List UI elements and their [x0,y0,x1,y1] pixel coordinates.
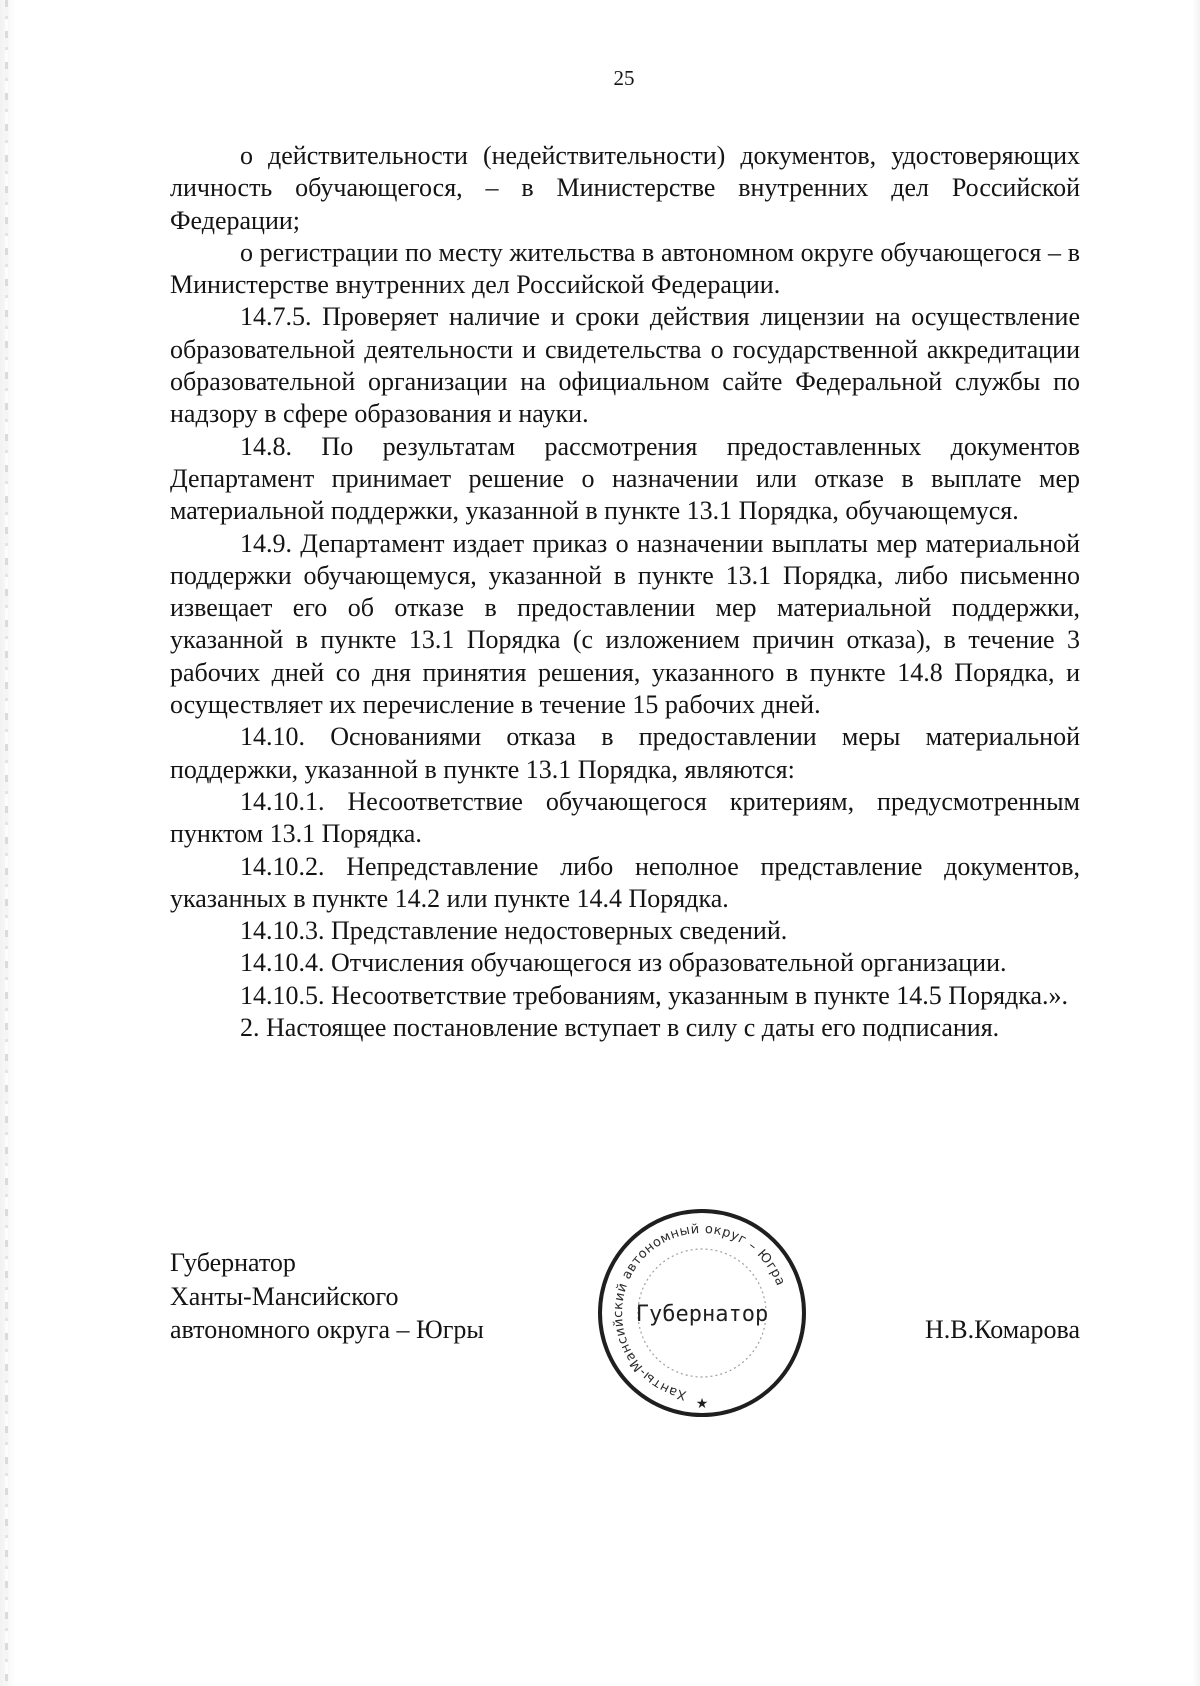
signatory-title-line: Губернатор [170,1248,296,1277]
paragraph: о действительности (недействительности) документов, удостоверяющих личность обучающегося, – в Министерстве внутренних дел Российской Федерации; [170,141,1080,235]
paragraph: 14.7.5. Проверяет наличие и сроки действия лицензии на осуществление образовательной деятельности и свидетельства о государственной аккредитации образовательной организации на официальном сайте Федеральной службы по надзору в сфере образования и науки. [170,302,1080,429]
paragraph: 14.10.1. Несоответствие обучающегося критериям, предусмотренным пунктом 13.1 Порядка. [170,786,1080,849]
seal-star-icon: ★ [695,1396,709,1412]
official-seal [587,1203,817,1423]
seal-center-text: Губернатор [635,1302,769,1327]
signatory-title-line: автономного округа – Югры [170,1315,484,1344]
paragraph: 14.10.4. Отчисления обучающегося из образовательной организации. [240,948,1007,978]
paragraph: 14.9. Департамент издает приказ о назначении выплаты мер материальной поддержки обучающемуся, указанной в пункте 13.1 Порядка, либо письменно извещает его об отказе в предоставлении мер материальной поддержки, указанной в пункте 13.1 Порядка (с изложением причин отказа), в течение 3 рабочих дней со дня принятия решения, указанного в пункте 14.8 Порядка, и осуществляет их перечисление в течение 15 рабочих дней. [170,528,1080,720]
paragraph: 14.10.2. Непредставление либо неполное представление документов, указанных в пункте 14.2 или пункте 14.4 Порядка. [170,851,1080,913]
document-body [170,140,1080,1044]
paragraph: 14.10. Основаниями отказа в предоставлении меры материальной поддержки, указанной в пункте 13.1 Порядка, являются: [170,722,1080,784]
signatory-name: Н.В.Комарова [925,1315,1080,1344]
paragraph: 2. Настоящее постановление вступает в силу с даты его подписания. [240,1013,1000,1043]
scan-edge-right [1192,0,1200,1686]
seal-ring-text: Ханты-Мансийский автономный округ – Югра [611,1221,788,1403]
paragraph: 14.10.3. Представление недостоверных сведений. [240,916,788,946]
paragraph: 14.10.5. Несоответствие требованиям, указанным в пункте 14.5 Порядка.». [240,980,1069,1010]
page-number: 25 [613,66,635,90]
signature-block [170,1246,484,1347]
paragraph: о регистрации по месту жительства в автономном округе обучающегося – в Министерстве внутренних дел Российской Федерации. [170,237,1080,300]
signatory-title-line: Ханты-Мансийского [170,1281,399,1311]
scan-edge-left [0,0,16,1686]
paragraph: 14.8. По результатам рассмотрения предоставленных документов Департамент принимает решение о назначении или отказе в выплате мер материальной поддержки, указанной в пункте 13.1 Порядка, обучающемуся. [170,431,1080,526]
